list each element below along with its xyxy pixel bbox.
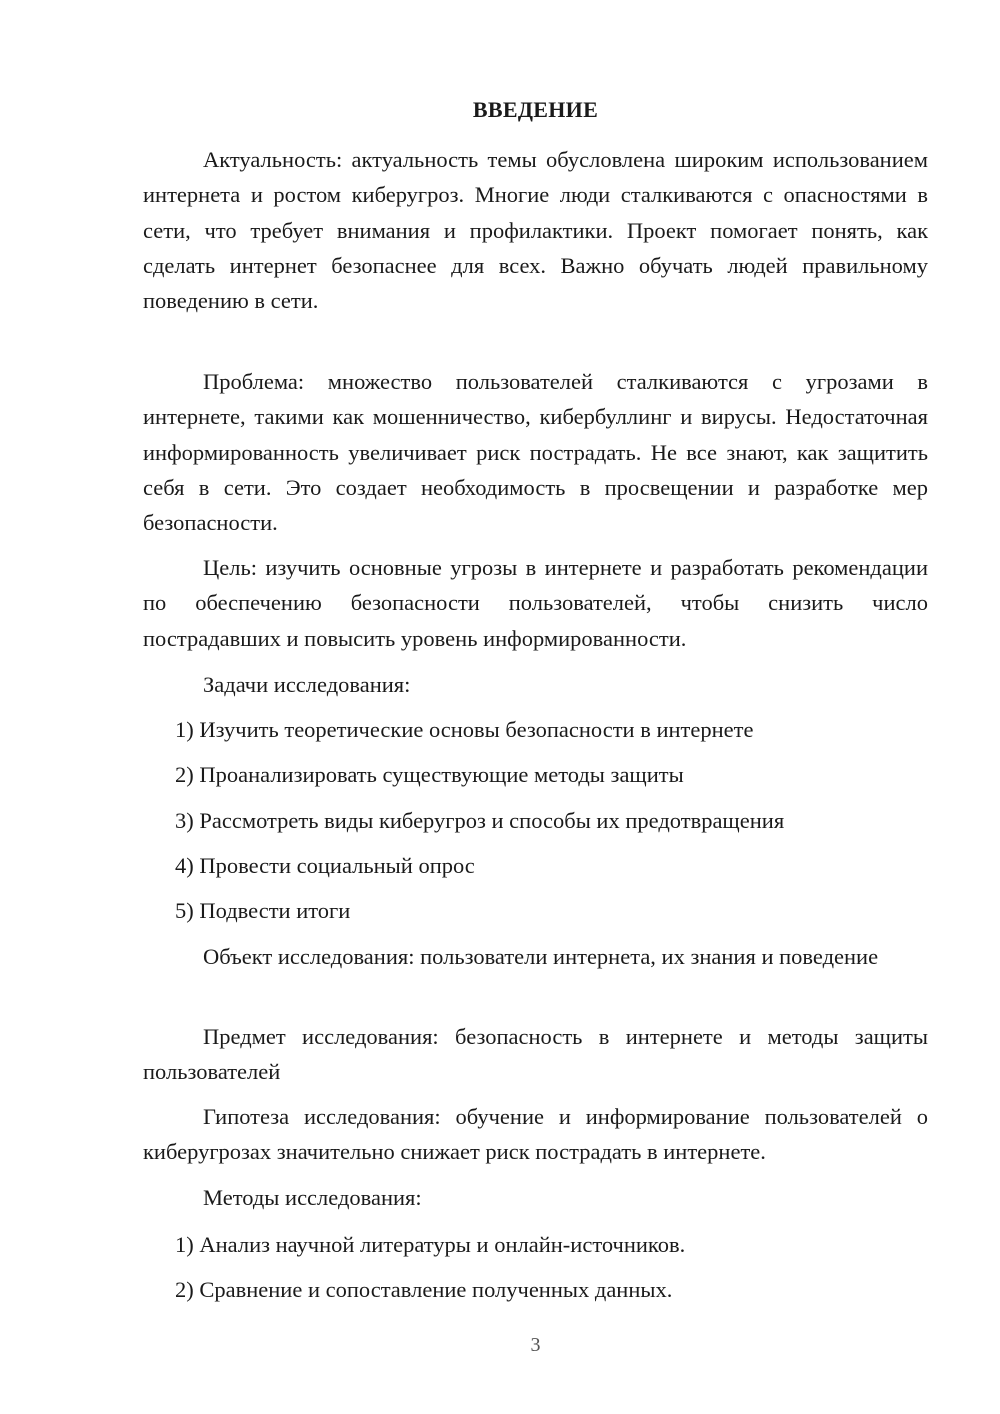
section-title: ВВЕДЕНИЕ xyxy=(472,97,599,122)
tasks-heading: Задачи исследования: xyxy=(203,672,411,697)
task-item-4: 4) Провести социальный опрос xyxy=(175,853,475,878)
method-item-2: 2) Сравнение и сопоставление полученных данных. xyxy=(175,1277,673,1302)
object-paragraph: Объект исследования: пользователи интернета, их знания и поведение xyxy=(203,944,879,969)
task-item-5: 5) Подвести итоги xyxy=(175,898,351,923)
subject-paragraph: Предмет исследования: безопасность в интернете и методы защиты пользователей xyxy=(143,1024,928,1085)
hypothesis-paragraph: Гипотеза исследования: обучение и информирование пользователей о киберугрозах значительно снижает риск пострадать в интернете. xyxy=(143,1104,928,1165)
relevance-paragraph: Актуальность: актуальность темы обусловлена широким использованием интернета и ростом киберугроз. Многие люди сталкиваются с опасностями в сети, что требует внимания и профилактики. Проект помогает понять, как сделать интернет безопаснее для всех. Важно обучать людей правильному поведению в сети. xyxy=(143,147,928,314)
task-item-1: 1) Изучить теоретические основы безопасности в интернете xyxy=(175,717,754,742)
method-item-1: 1) Анализ научной литературы и онлайн-источников. xyxy=(175,1232,686,1257)
task-item-2: 2) Проанализировать существующие методы защиты xyxy=(175,762,684,787)
problem-paragraph: Проблема: множество пользователей сталкиваются с угрозами в интернете, такими как мошенничество, кибербуллинг и вирусы. Недостаточная информированность увеличивает риск пострадать. Не все знают, как защитить себя в сети. Это создает необходимость в просвещении и разработке мер безопасности. xyxy=(143,369,928,536)
task-item-3: 3) Рассмотреть виды киберугроз и способы их предотвращения xyxy=(175,808,785,833)
page-number: 3 xyxy=(530,1334,541,1356)
methods-heading: Методы исследования: xyxy=(203,1185,422,1210)
goal-paragraph: Цель: изучить основные угрозы в интернете и разработать рекомендации по обеспечению безопасности пользователей, чтобы снизить число пострадавших и повысить уровень информированности. xyxy=(143,555,928,651)
